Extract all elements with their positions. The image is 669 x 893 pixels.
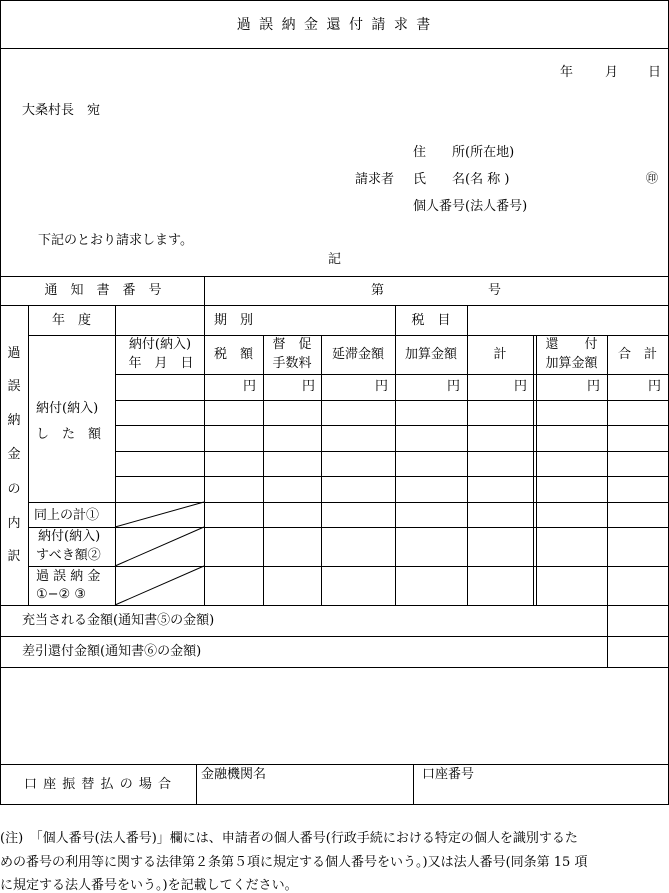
side-char-1: 過 (7, 346, 21, 361)
yen-kanpu: 円 (587, 379, 601, 394)
entai-header: 延滞金額 (331, 347, 384, 363)
note-line-3: に規定する法人番号をいう。)を記載してください。 (0, 878, 298, 893)
yen-entai: 円 (375, 379, 389, 394)
notice-dai: 第 (371, 283, 385, 298)
yen-zeigaku: 円 (243, 379, 257, 394)
date-month: 月 (605, 65, 619, 80)
statement: 下記のとおり請求します。 (38, 233, 193, 248)
zeigaku-header: 税 額 (213, 347, 253, 363)
subtotal-label: 同上の計① (34, 508, 100, 523)
note-line-1: (注) 「個人番号(法人番号)」欄には、申請者の個人番号(行政手続における特定の個人を識別するた (0, 831, 578, 846)
yen-kasan: 円 (447, 379, 461, 394)
sashihiki-label: 差引還付金額(通知書⑥の金額) (22, 644, 202, 659)
name-label: 氏 名(名 称 ) (413, 172, 510, 187)
side-char-7: 訳 (7, 549, 21, 564)
side-char-6: 内 (7, 516, 21, 531)
kei-header: 計 (493, 347, 507, 363)
seal-mark: ㊞ (646, 171, 659, 185)
tokusoku-header-2: 手数料 (272, 356, 312, 371)
kanpu-header-1: 還 付 (545, 337, 598, 352)
notice-number-label: 通 知 書 番 号 (44, 283, 162, 299)
overpaid-label-2: ①−② ③ (36, 587, 86, 602)
zeimoku-label: 税 目 (411, 312, 451, 328)
yen-kei: 円 (514, 379, 528, 394)
side-char-3: 納 (7, 413, 21, 428)
note-line-2: めの番号の利用等に関する法律第２条第５項に規定する個人番号をいう。)又は法人番号(同条第 15 項 (0, 855, 588, 870)
account-number-label: 口座番号 (422, 767, 475, 782)
paid-label-1: 納付(納入) (36, 401, 99, 416)
form-title: 過 誤 納 金 還 付 請 求 書 (236, 17, 433, 33)
transfer-label: 口 座 振 替 払 の 場 合 (24, 776, 172, 792)
ki-mark: 記 (328, 252, 342, 267)
due-label-1: 納付(納入) (38, 529, 101, 544)
date-year: 年 (560, 65, 574, 80)
paid-label-2: し た 額 (36, 427, 102, 442)
yen-gokei: 円 (648, 379, 662, 394)
side-char-4: 金 (7, 447, 21, 462)
tokusoku-header-1: 督 促 (272, 337, 312, 352)
address-label: 住 所(所在地) (413, 145, 515, 160)
nofu-date-header-2: 年 月 日 (128, 356, 194, 371)
due-label-2: すべき額② (36, 548, 101, 563)
kanpu-header-2: 加算金額 (545, 356, 598, 371)
side-char-5: の (7, 482, 21, 497)
gokei-header: 合 計 (617, 347, 657, 363)
claimant-label: 請求者 (355, 172, 395, 187)
id-number-label: 個人番号(法人番号) (413, 199, 528, 214)
juto-label: 充当される金額(通知書⑤の金額) (22, 613, 215, 628)
yen-tokusoku: 円 (302, 379, 316, 394)
side-char-2: 誤 (7, 379, 21, 394)
bank-name-label: 金融機関名 (201, 767, 267, 782)
kibetsu-label: 期 別 (213, 312, 253, 328)
nofu-date-header-1: 納付(納入) (128, 337, 192, 352)
nendo-label: 年 度 (51, 312, 91, 328)
overpaid-label-1: 過 誤 納 金 (36, 569, 101, 584)
date-day: 日 (648, 65, 662, 80)
notice-number-field[interactable] (385, 278, 485, 304)
kasan-header: 加算金額 (404, 347, 457, 363)
notice-go: 号 (488, 283, 502, 298)
addressee: 大桑村長 宛 (22, 103, 101, 118)
